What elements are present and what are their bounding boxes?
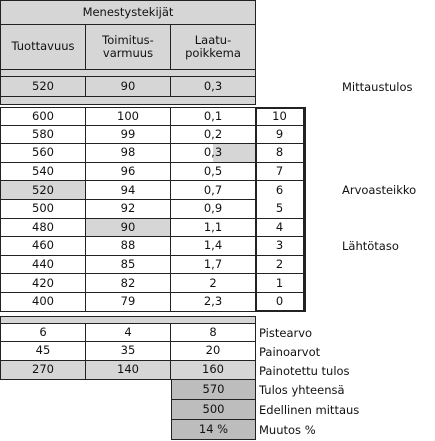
previous-label bbox=[259, 400, 359, 420]
points-cell bbox=[0, 323, 86, 342]
scale-cell-value: 0,7 bbox=[203, 182, 223, 197]
scale-cell bbox=[0, 107, 86, 126]
scale-cell-value: 82 bbox=[120, 275, 136, 290]
total-value: 570 bbox=[202, 381, 225, 396]
scale-label-text: Arvoasteikko bbox=[342, 183, 417, 197]
scale-cell bbox=[171, 107, 256, 126]
scale-cell bbox=[0, 144, 86, 163]
scale-cell-value: 0,3 bbox=[203, 145, 223, 160]
scale-cell bbox=[86, 181, 171, 200]
scale-cell bbox=[86, 237, 171, 256]
scale-cell bbox=[86, 293, 171, 312]
scale-cell-value: 98 bbox=[120, 145, 136, 160]
measurement-value: 90 bbox=[120, 78, 136, 93]
scale-cell bbox=[171, 200, 256, 219]
points-value: 4 bbox=[124, 324, 132, 339]
scale-cell-value: 90 bbox=[120, 219, 136, 234]
weighted-value: 160 bbox=[202, 362, 224, 377]
points-label-text: Pistearvo bbox=[259, 325, 313, 340]
scale-cell-value: 4 bbox=[275, 219, 284, 234]
base-level-label bbox=[342, 236, 399, 256]
scale-cell-value: 2 bbox=[209, 275, 217, 290]
scale-table bbox=[0, 107, 305, 312]
scale-cell-value: 85 bbox=[120, 256, 136, 271]
scale-cell-value: 500 bbox=[32, 201, 54, 216]
points-column-frame bbox=[255, 107, 306, 312]
weights-label-text: Painoarvot bbox=[259, 344, 321, 359]
weights-label bbox=[259, 342, 320, 361]
scale-cell bbox=[86, 200, 171, 219]
scale-cell-value: 580 bbox=[32, 126, 54, 141]
scale-cell-value: 7 bbox=[275, 163, 284, 178]
scale-cell bbox=[0, 163, 86, 182]
scale-cell bbox=[0, 256, 86, 275]
scale-cell bbox=[171, 219, 256, 238]
scale-cell bbox=[171, 274, 256, 293]
weights-value: 35 bbox=[120, 343, 136, 358]
weighted-value: 140 bbox=[117, 362, 139, 377]
scale-cell bbox=[0, 126, 86, 145]
table-title-text: Menestystekijät bbox=[82, 4, 174, 19]
total-label bbox=[259, 380, 345, 400]
scale-cell-value: 10 bbox=[272, 108, 287, 123]
scale-cell-value: 1,4 bbox=[203, 238, 223, 253]
weighted-label-text: Painotettu tulos bbox=[259, 363, 350, 378]
change-label-text: Muutos % bbox=[259, 423, 316, 437]
points-value: 6 bbox=[39, 324, 47, 339]
measurement-label bbox=[342, 76, 412, 97]
scale-cell bbox=[171, 181, 256, 200]
scale-cell-value: 1,7 bbox=[203, 256, 223, 271]
scale-cell bbox=[0, 293, 86, 312]
scale-cell-value: 99 bbox=[120, 126, 136, 141]
column-header-tuottavuus bbox=[0, 25, 86, 70]
weights-value: 45 bbox=[35, 343, 51, 358]
weights-value: 20 bbox=[205, 343, 221, 358]
scale-cell-value: 560 bbox=[32, 145, 54, 160]
scale-cell-value: 5 bbox=[275, 201, 284, 216]
weighted-value: 270 bbox=[32, 362, 54, 377]
scale-cell bbox=[0, 181, 86, 200]
scale-cell-value: 88 bbox=[120, 238, 136, 253]
weights-cell bbox=[171, 342, 256, 361]
results-table bbox=[0, 323, 256, 380]
scale-cell-value: 1 bbox=[275, 275, 284, 290]
change-value: 14 % bbox=[198, 421, 229, 436]
scale-cell-value: 540 bbox=[32, 163, 54, 178]
weighted-cell bbox=[171, 361, 256, 380]
change-cell bbox=[171, 420, 256, 440]
weighted-cell bbox=[0, 361, 86, 380]
weights-cell bbox=[86, 342, 171, 361]
weights-cell bbox=[0, 342, 86, 361]
scale-cell bbox=[171, 237, 256, 256]
scale-cell-value: 96 bbox=[120, 163, 136, 178]
scale-cell-value: 0,2 bbox=[203, 126, 223, 141]
measurement-value: 520 bbox=[32, 78, 54, 93]
scale-cell bbox=[171, 256, 256, 275]
scale-cell bbox=[86, 274, 171, 293]
scale-label bbox=[342, 180, 416, 200]
total-label-text: Tulos yhteensä bbox=[259, 383, 345, 397]
scale-cell-value: 9 bbox=[275, 126, 284, 141]
total-cell bbox=[171, 380, 256, 400]
scale-cell bbox=[0, 237, 86, 256]
scale-cell-value: 420 bbox=[32, 275, 54, 290]
separator-bar bbox=[0, 96, 256, 105]
measurement-cell bbox=[0, 76, 86, 97]
scale-cell-value: 6 bbox=[275, 183, 284, 198]
scale-cell-value: 0,5 bbox=[203, 163, 223, 178]
scale-cell-value: 0 bbox=[275, 294, 284, 309]
scale-cell-value: 600 bbox=[32, 108, 54, 123]
scale-cell-value: 400 bbox=[32, 294, 54, 309]
measurement-label-text: Mittaustulos bbox=[342, 79, 413, 94]
scale-cell-value: 0,9 bbox=[203, 201, 223, 216]
scale-cell-value: 440 bbox=[32, 256, 54, 271]
measurement-cell bbox=[86, 76, 171, 97]
measurement-cell bbox=[171, 76, 256, 97]
change-label bbox=[259, 420, 316, 440]
scale-cell-value: 480 bbox=[32, 219, 54, 234]
measurement-value: 0,3 bbox=[203, 78, 223, 93]
scale-cell bbox=[0, 274, 86, 293]
base-level-label-text: Lähtötaso bbox=[342, 239, 399, 253]
scale-cell bbox=[86, 144, 171, 163]
scale-cell bbox=[171, 163, 256, 182]
scale-cell bbox=[171, 293, 256, 312]
weighted-label bbox=[259, 361, 350, 380]
scale-cell bbox=[0, 200, 86, 219]
scale-cell bbox=[86, 163, 171, 182]
points-cell bbox=[86, 323, 171, 342]
scale-cell-value: 0,1 bbox=[203, 108, 223, 123]
scale-cell bbox=[171, 144, 256, 163]
scale-cell-value: 94 bbox=[120, 182, 136, 197]
scale-cell-value: 460 bbox=[32, 238, 54, 253]
scale-cell-value: 520 bbox=[32, 182, 54, 197]
scale-cell bbox=[86, 107, 171, 126]
column-header-toimitusvarmuus bbox=[86, 25, 171, 70]
column-header-text: Tuottavuus bbox=[11, 39, 75, 54]
scale-cell bbox=[86, 126, 171, 145]
scale-cell bbox=[86, 219, 171, 238]
previous-cell bbox=[171, 400, 256, 420]
scale-cell-value: 2,3 bbox=[203, 294, 223, 309]
scale-cell-value: 3 bbox=[275, 238, 284, 253]
column-header-laatupoikkema bbox=[171, 25, 256, 70]
column-header-text: Laatu- poikkema bbox=[185, 32, 241, 60]
scale-cell-value: 100 bbox=[117, 108, 139, 123]
scale-cell bbox=[86, 256, 171, 275]
scale-cell bbox=[171, 126, 256, 145]
scale-cell-value: 8 bbox=[275, 145, 284, 160]
previous-label-text: Edellinen mittaus bbox=[259, 403, 360, 417]
scale-cell-value: 2 bbox=[275, 256, 284, 271]
points-value: 8 bbox=[209, 324, 217, 339]
weighted-cell bbox=[86, 361, 171, 380]
scale-cell bbox=[0, 219, 86, 238]
points-cell bbox=[171, 323, 256, 342]
scale-cell-value: 79 bbox=[120, 294, 136, 309]
table-title bbox=[0, 0, 256, 25]
scale-cell-value: 1,1 bbox=[203, 219, 223, 234]
column-header-text: Toimitus- varmuus bbox=[102, 32, 154, 60]
previous-value: 500 bbox=[202, 401, 225, 416]
points-label bbox=[259, 323, 312, 342]
scale-cell-value: 92 bbox=[120, 201, 136, 216]
